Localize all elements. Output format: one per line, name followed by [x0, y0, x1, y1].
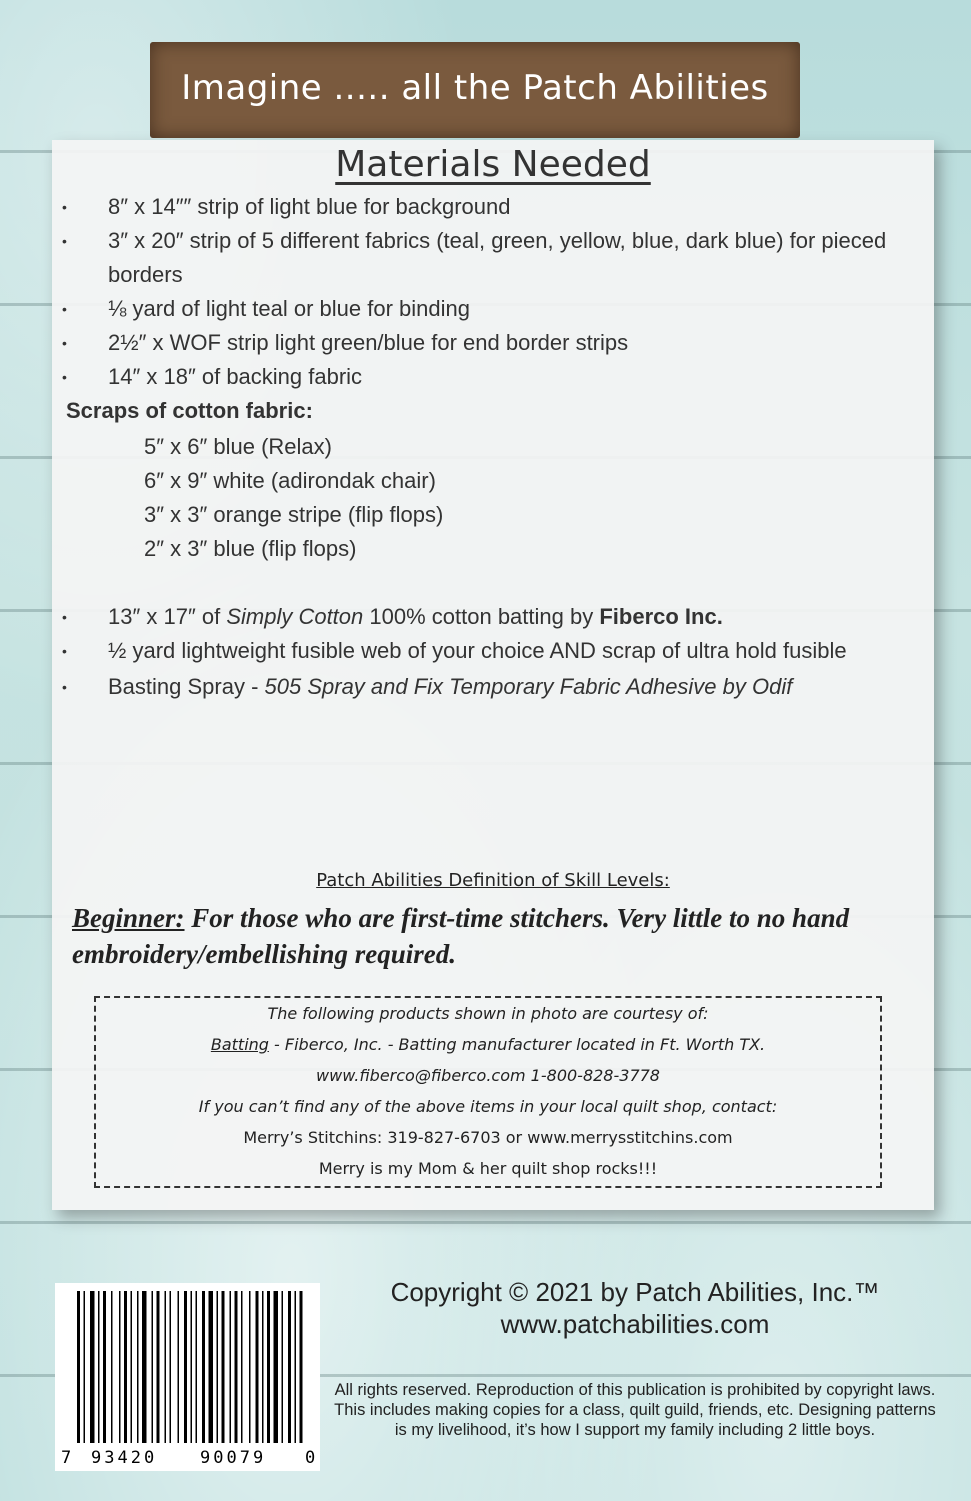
list-item: • ⅛ yard of light teal or blue for binding: [60, 292, 920, 326]
barcode-bar: [98, 1291, 100, 1443]
credits-box: [94, 996, 882, 1188]
skill-heading: Patch Abilities Definition of Skill Levels:: [316, 870, 670, 891]
barcode-bar: [90, 1291, 95, 1443]
barcode-bar: [235, 1291, 238, 1443]
list-item: • 2½″ x WOF strip light green/blue for end border strips: [60, 326, 920, 360]
barcode-bar: [84, 1291, 86, 1443]
barcode-digit: 0: [305, 1448, 316, 1468]
barcode-bar: [178, 1291, 180, 1443]
title-banner: [150, 42, 800, 138]
barcode-bar: [256, 1291, 259, 1443]
skill-label: Beginner:: [72, 903, 185, 933]
barcode-bar: [282, 1291, 284, 1443]
credits-line: www.fiberco@fiberco.com 1-800-828-3778: [316, 1066, 660, 1085]
barcode-digit: 93420: [91, 1448, 158, 1468]
bullet-icon: •: [62, 679, 67, 695]
list-item: 5″ x 6″ blue (Relax): [144, 434, 332, 459]
list-item: 2″ x 3″ blue (flip flops): [144, 536, 357, 561]
bullet-icon: •: [62, 643, 67, 659]
rights-text: All rights reserved. Reproduction of this publication is prohibited by copyright laws. This includes making copies for a class, quilt guild, friends, etc. Designing patterns is my livelihood, it’s how I support my family including 2 little boys.: [334, 1381, 936, 1439]
list-item: • ½ yard lightweight fusible web of your choice AND scrap of ultra hold fusible: [60, 634, 920, 668]
credits-line: The following products shown in photo are courtesy of:: [267, 1004, 709, 1023]
banner-text: Imagine ..... all the Patch Abilities: [181, 68, 769, 108]
barcode-bar: [295, 1291, 297, 1443]
barcode-bar: [300, 1291, 303, 1443]
barcode-bar: [170, 1291, 172, 1443]
bullet-icon: •: [62, 233, 67, 249]
barcode-bar: [165, 1291, 167, 1443]
barcode-bar: [209, 1291, 214, 1443]
credits-line: Merry is my Mom & her quilt shop rocks!!!: [318, 1159, 658, 1178]
barcode-bar: [152, 1291, 154, 1443]
bullet-icon: •: [62, 335, 67, 351]
list-item: • 3″ x 20″ strip of 5 different fabrics (teal, green, yellow, blue, dark blue) for pieced borders: [60, 224, 920, 292]
barcode-bar: [111, 1291, 113, 1443]
barcode-bar: [142, 1291, 147, 1443]
barcode-digit: 7: [61, 1448, 72, 1468]
barcode-bar: [196, 1291, 198, 1443]
barcode-bar: [288, 1291, 291, 1443]
barcode-bar: [202, 1291, 205, 1443]
list-item: • 8″ x 14″″ strip of light blue for background: [60, 190, 920, 224]
barcode-bar: [241, 1291, 243, 1443]
scraps-list: [144, 430, 443, 566]
bullet-icon: •: [62, 369, 67, 385]
barcode-bar: [262, 1291, 264, 1443]
barcode-bar: [222, 1291, 225, 1443]
materials-card: [52, 140, 934, 1210]
materials-title: Materials Needed: [335, 144, 651, 185]
list-item: 3″ x 3″ orange stripe (flip flops): [144, 502, 444, 527]
copyright-block: [330, 1276, 940, 1340]
materials-list-extra: [60, 600, 920, 704]
credits-line: Merry’s Stitchins: 319-827-6703 or www.merrysstitchins.com: [243, 1128, 733, 1147]
list-item: • 13″ x 17″ of Simply Cotton 100% cotton batting by Fiberco Inc.: [60, 600, 920, 634]
barcode-bar: [274, 1291, 279, 1443]
barcode-bar: [131, 1291, 133, 1443]
credits-line: Batting - Fiberco, Inc. - Batting manufacturer located in Ft. Worth TX.: [210, 1035, 766, 1054]
barcode-bar: [119, 1291, 121, 1443]
barcode-bar: [124, 1291, 127, 1443]
barcode-bar: [137, 1291, 139, 1443]
barcode-bar: [77, 1291, 80, 1443]
skill-description: Beginner: For those who are first-time stitchers. Very little to no hand embroidery/embellishing required.: [72, 903, 850, 969]
credits-line: If you can’t find any of the above items in your local quilt shop, contact:: [198, 1097, 778, 1116]
barcode-bar: [230, 1291, 232, 1443]
barcode-bar: [157, 1291, 160, 1443]
copyright-line: Copyright © 2021 by Patch Abilities, Inc.™: [390, 1277, 880, 1307]
barcode-digit: 90079: [200, 1448, 267, 1468]
bullet-icon: •: [62, 199, 67, 215]
list-item: • 14″ x 18″ of backing fabric: [60, 360, 920, 394]
barcode-bar: [103, 1291, 106, 1443]
barcode-graphic: [55, 1283, 320, 1471]
barcode-bar: [191, 1291, 193, 1443]
barcode-bar: [184, 1291, 187, 1443]
list-item: • Basting Spray - 505 Spray and Fix Temporary Fabric Adhesive by Odif: [60, 670, 920, 704]
barcode-bar: [267, 1291, 270, 1443]
bullet-icon: •: [62, 301, 67, 317]
scraps-heading: Scraps of cotton fabric:: [66, 398, 313, 423]
barcode-bars: [77, 1291, 303, 1443]
barcode-bar: [249, 1291, 251, 1443]
materials-list: [60, 190, 920, 394]
bullet-icon: •: [62, 609, 67, 625]
list-item: 6″ x 9″ white (adirondak chair): [144, 468, 436, 493]
barcode: [55, 1283, 320, 1471]
barcode-bar: [217, 1291, 219, 1443]
website-link[interactable]: www.patchabilities.com: [500, 1309, 770, 1339]
